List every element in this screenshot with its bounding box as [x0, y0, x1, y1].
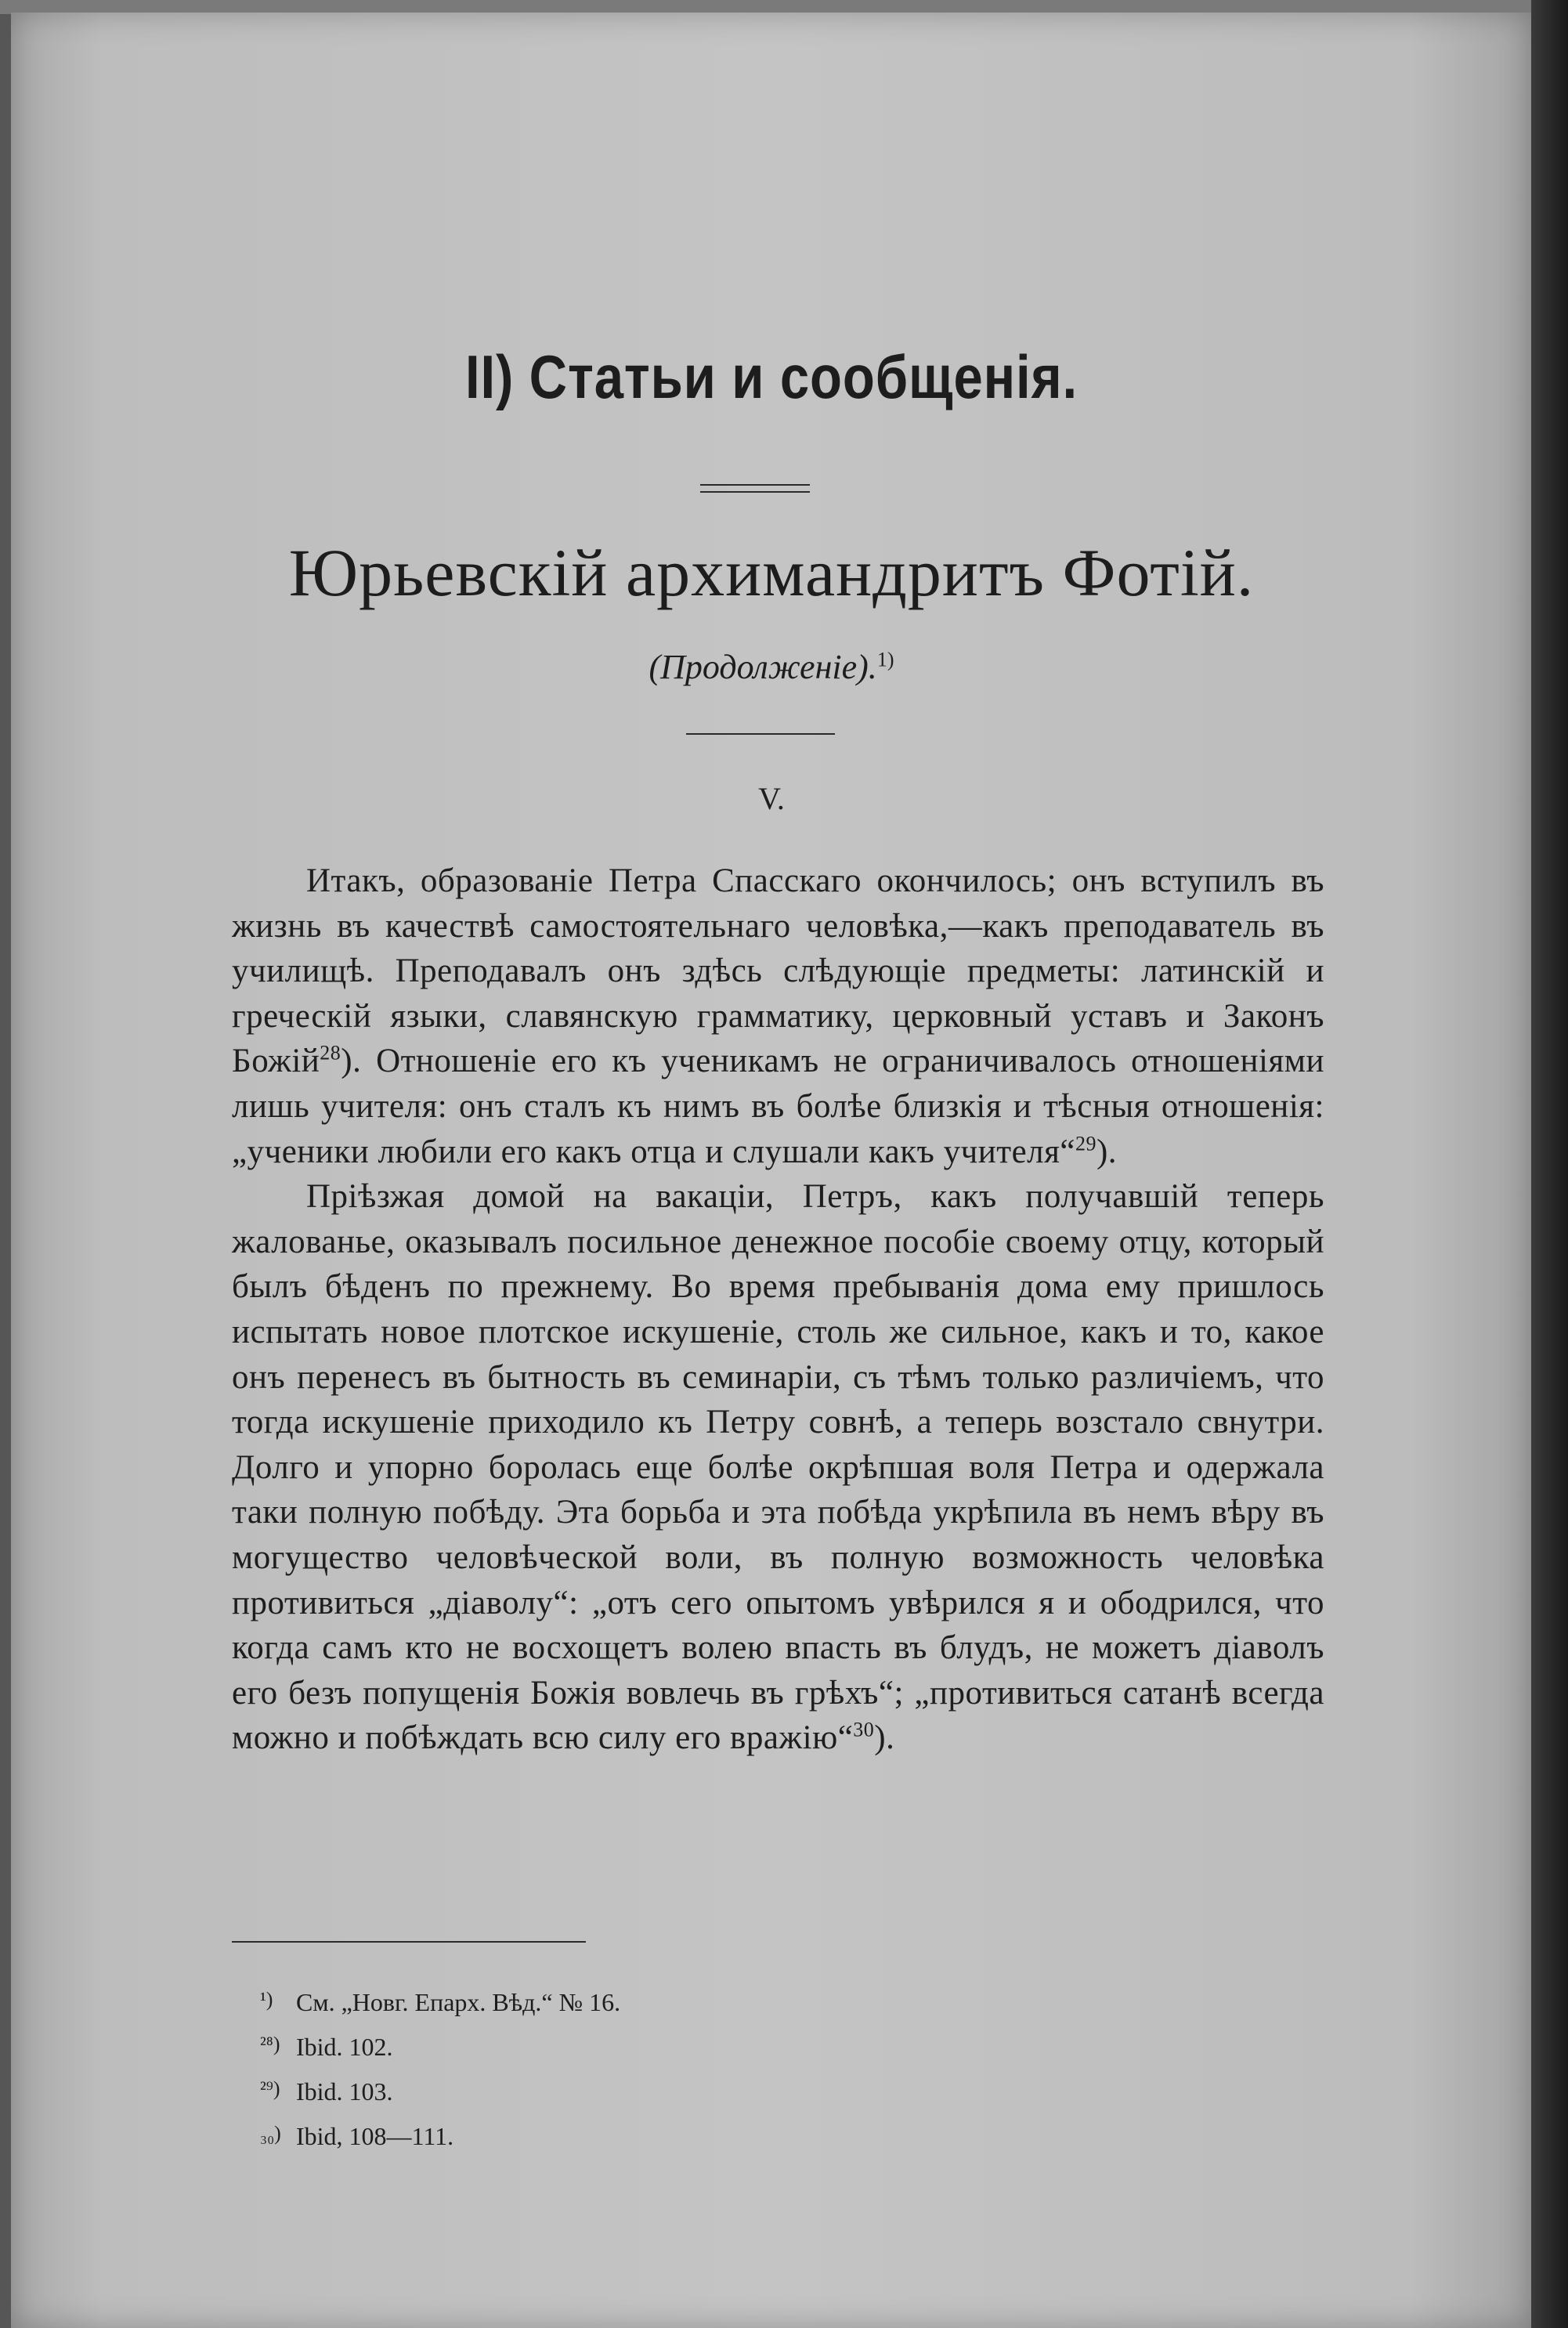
paragraph-text: ). [874, 1719, 895, 1757]
continuation-text: (Продолженіе). [649, 648, 877, 686]
footnote-ref: 30 [853, 1718, 875, 1741]
paragraph-text: ). Отношеніе его къ ученикамъ не ограничивалось отношеніями лишь учителя: онъ сталъ къ нимъ въ болѣе близкія и тѣсныя отношенія: „ученики любили его какъ отца и слушали какъ учителя“ [232, 1043, 1324, 1170]
paragraph-text: ). [1096, 1133, 1118, 1170]
footnote-ref: 29 [1075, 1132, 1097, 1155]
article-title: Юрьевскій архимандритъ Фотій. [288, 535, 1255, 610]
article-body [232, 859, 1324, 1761]
continuation-note-mark: 1) [876, 648, 894, 671]
footnotes [260, 1979, 1122, 2157]
footnote [260, 1979, 1122, 2023]
paragraph [232, 1174, 1324, 1761]
book-page [11, 13, 1532, 2328]
title-divider-double [700, 484, 810, 493]
footnote-mark: ²⁹) [260, 2077, 280, 2100]
footnote [260, 2113, 1122, 2157]
paragraph-text: Пріѣзжая домой на вакаціи, Петръ, какъ получавшій теперь жалованье, оказывалъ посильное денежное пособіе своему отцу, который былъ бѣденъ по прежнему. Во время пребыванія дома ему пришлось испытать новое плотское искушеніе, столь же сильное, какъ и то, какое онъ перенесъ въ бытность въ семинаріи, съ тѣмъ только различіемъ, что тогда искушеніе приходило къ Петру совнѣ, а теперь возстало свнутри. Долго и упорно боролась еще болѣе окрѣпшая воля Петра и одержала таки полную побѣду. Эта борьба и эта побѣда укрѣпила въ немъ вѣру въ могущество человѣческой воли, въ полную возможность человѣка противиться „діаволу“: „отъ сего опытомъ увѣрился я и ободрился, что когда самъ кто не восхощетъ волею впасть въ блудъ, не можетъ діаволъ его безъ попущенія Божія вовлечь въ грѣхъ“; „противиться сатанѣ всегда можно и побѣждать всю силу его вражію“ [232, 1178, 1324, 1757]
title-divider [686, 733, 835, 735]
scan-border-right [1531, 0, 1568, 2328]
footnote-text: Ibid. 102. [296, 2033, 393, 2061]
footnote-mark: ²⁸) [260, 2033, 280, 2055]
footnote-mark: ¹) [260, 1988, 273, 2011]
section-title: II) Статьи и сообщенія. [464, 342, 1078, 411]
footnote-mark: ₃₀) [260, 2122, 281, 2145]
continuation-label [11, 647, 1532, 687]
footnote [260, 2068, 1122, 2113]
footnote-divider [232, 1941, 586, 1943]
footnote-ref: 28 [320, 1042, 341, 1065]
footnote-text: Ibid. 103. [296, 2077, 393, 2106]
paragraph-text: Итакъ, образованіе Петра Спасскаго окончилось; онъ вступилъ въ жизнь въ качествѣ самостоятельнаго человѣка,—какъ преподаватель въ училищѣ. Преподавалъ онъ здѣсь слѣдующіе предметы: латинскій и греческій языки, славянскую грамматику, церковный уставъ и Законъ Божій [232, 862, 1324, 1080]
footnote-text: Ibid, 108—111. [296, 2122, 454, 2150]
footnote [260, 2023, 1122, 2068]
footnote-text: См. „Новг. Епарх. Вѣд.“ № 16. [296, 1988, 621, 2016]
paragraph [232, 859, 1324, 1174]
chapter-number: V. [758, 781, 785, 816]
